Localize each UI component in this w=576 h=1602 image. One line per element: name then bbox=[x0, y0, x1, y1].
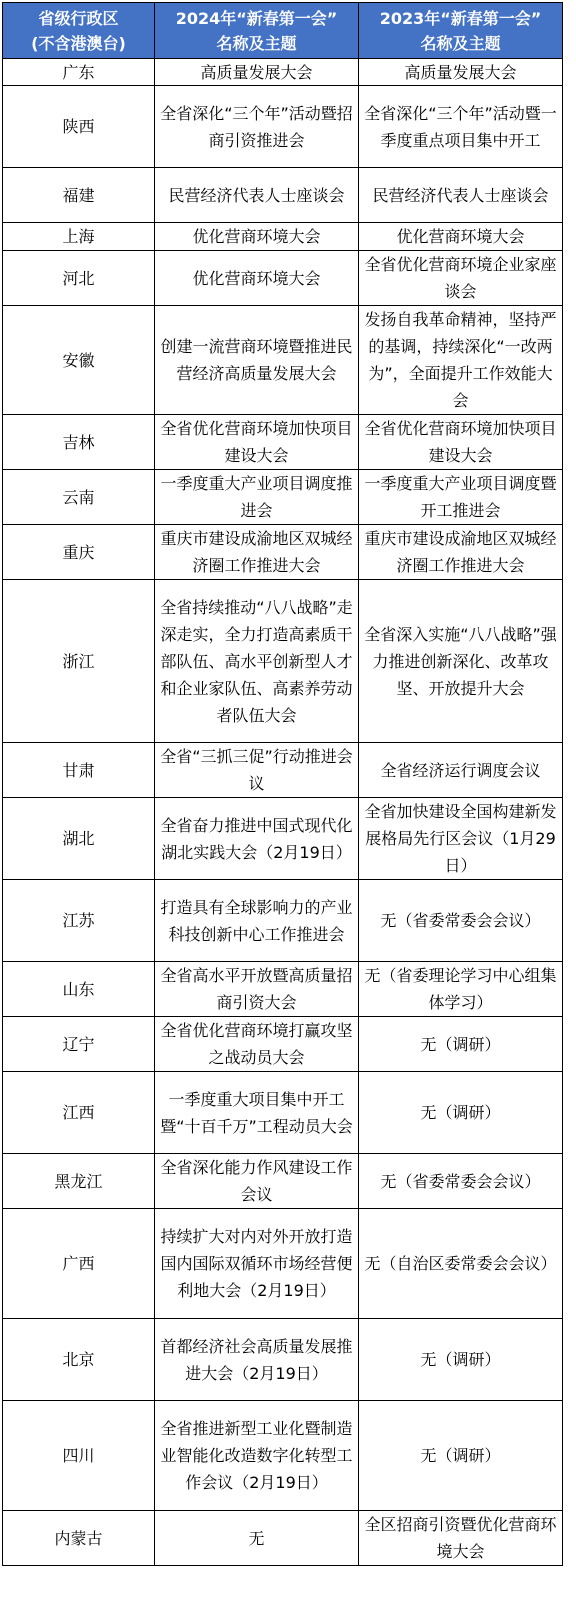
table-row bbox=[3, 525, 563, 580]
meeting-2024-cell: 一季度重大项目集中开工暨“十百千万”工程动员大会 bbox=[155, 1072, 359, 1154]
meeting-2023-cell: 全省深化“三个年”活动暨一季度重点项目集中开工 bbox=[359, 86, 563, 168]
province-cell: 甘肃 bbox=[3, 743, 155, 798]
meeting-2023-cell: 全区招商引资暨优化营商环境大会 bbox=[359, 1511, 563, 1566]
meeting-2024-cell: 全省持续推动“八八战略”走深走实，全力打造高素质干部队伍、高水平创新型人才和企业家队伍、高素养劳动者队伍大会 bbox=[155, 580, 359, 743]
province-cell: 安徽 bbox=[3, 306, 155, 415]
province-cell: 内蒙古 bbox=[3, 1511, 155, 1566]
meeting-2024-cell: 全省奋力推进中国式现代化湖北实践大会（2月19日） bbox=[155, 798, 359, 880]
meeting-2024-cell: 重庆市建设成渝地区双城经济圈工作推进大会 bbox=[155, 525, 359, 580]
table-row bbox=[3, 223, 563, 251]
province-cell: 福建 bbox=[3, 168, 155, 223]
table-row bbox=[3, 743, 563, 798]
table-row bbox=[3, 168, 563, 223]
province-cell: 陕西 bbox=[3, 86, 155, 168]
meeting-2024-cell: 打造具有全球影响力的产业科技创新中心工作推进会 bbox=[155, 880, 359, 962]
meeting-2024-cell: 全省优化营商环境加快项目建设大会 bbox=[155, 415, 359, 470]
table-row bbox=[3, 1154, 563, 1209]
header-2023-label: 2023年“新春第一会” 名称及主题 bbox=[379, 8, 542, 53]
meeting-2023-cell: 无（调研） bbox=[359, 1401, 563, 1511]
meeting-2023-cell: 全省优化营商环境加快项目建设大会 bbox=[359, 415, 563, 470]
meeting-2023-cell: 全省经济运行调度会议 bbox=[359, 743, 563, 798]
table-row bbox=[3, 1072, 563, 1154]
table-row bbox=[3, 306, 563, 415]
table-row bbox=[3, 59, 563, 86]
meeting-2024-cell: 全省“三抓三促”行动推进会议 bbox=[155, 743, 359, 798]
meeting-2024-cell: 全省推进新型工业化暨制造业智能化改造数字化转型工作会议（2月19日） bbox=[155, 1401, 359, 1511]
meeting-2024-cell: 优化营商环境大会 bbox=[155, 223, 359, 251]
province-cell: 四川 bbox=[3, 1401, 155, 1511]
province-cell: 重庆 bbox=[3, 525, 155, 580]
header-province-label: 省级行政区 (不含港澳台) bbox=[31, 8, 126, 53]
province-cell: 江苏 bbox=[3, 880, 155, 962]
province-cell: 吉林 bbox=[3, 415, 155, 470]
header-province bbox=[3, 3, 155, 59]
meeting-2024-cell: 一季度重大产业项目调度推进会 bbox=[155, 470, 359, 525]
meeting-2024-cell: 全省深化“三个年”活动暨招商引资推进会 bbox=[155, 86, 359, 168]
meeting-2023-cell: 民营经济代表人士座谈会 bbox=[359, 168, 563, 223]
province-cell: 辽宁 bbox=[3, 1017, 155, 1072]
meeting-2024-cell: 全省高水平开放暨高质量招商引资大会 bbox=[155, 962, 359, 1017]
meeting-2024-cell: 无 bbox=[155, 1511, 359, 1566]
province-cell: 江西 bbox=[3, 1072, 155, 1154]
province-cell: 湖北 bbox=[3, 798, 155, 880]
table-row bbox=[3, 580, 563, 743]
header-2024 bbox=[155, 3, 359, 59]
meeting-2024-cell: 全省深化能力作风建设工作会议 bbox=[155, 1154, 359, 1209]
province-cell: 广东 bbox=[3, 59, 155, 86]
meeting-2024-cell: 高质量发展大会 bbox=[155, 59, 359, 86]
table-row bbox=[3, 798, 563, 880]
meeting-2024-cell: 民营经济代表人士座谈会 bbox=[155, 168, 359, 223]
meeting-2023-cell: 无（自治区委常委会会议） bbox=[359, 1209, 563, 1319]
meeting-2024-cell: 首都经济社会高质量发展推进大会（2月19日） bbox=[155, 1319, 359, 1401]
meeting-2024-cell: 创建一流营商环境暨推进民营经济高质量发展大会 bbox=[155, 306, 359, 415]
meeting-2023-cell: 全省加快建设全国构建新发展格局先行区会议（1月29日） bbox=[359, 798, 563, 880]
meeting-2023-cell: 高质量发展大会 bbox=[359, 59, 563, 86]
comparison-table bbox=[2, 2, 563, 1566]
table-row bbox=[3, 1511, 563, 1566]
table-header-row bbox=[3, 3, 563, 59]
province-cell: 山东 bbox=[3, 962, 155, 1017]
table-row bbox=[3, 962, 563, 1017]
header-2024-label: 2024年“新春第一会” 名称及主题 bbox=[175, 8, 338, 53]
province-cell: 北京 bbox=[3, 1319, 155, 1401]
table-row bbox=[3, 251, 563, 306]
table-row bbox=[3, 1017, 563, 1072]
table-row bbox=[3, 1401, 563, 1511]
meeting-2023-cell: 重庆市建设成渝地区双城经济圈工作推进大会 bbox=[359, 525, 563, 580]
meeting-2023-cell: 全省优化营商环境企业家座谈会 bbox=[359, 251, 563, 306]
table-row bbox=[3, 470, 563, 525]
meeting-2023-cell: 优化营商环境大会 bbox=[359, 223, 563, 251]
meeting-2023-cell: 无（省委理论学习中心组集体学习） bbox=[359, 962, 563, 1017]
meeting-2023-cell: 一季度重大产业项目调度暨开工推进会 bbox=[359, 470, 563, 525]
province-cell: 浙江 bbox=[3, 580, 155, 743]
meeting-2023-cell: 无（省委常委会会议） bbox=[359, 880, 563, 962]
meeting-2024-cell: 优化营商环境大会 bbox=[155, 251, 359, 306]
meeting-2023-cell: 全省深入实施“八八战略”强力推进创新深化、改革攻坚、开放提升大会 bbox=[359, 580, 563, 743]
header-2023 bbox=[359, 3, 563, 59]
meeting-2024-cell: 全省优化营商环境打赢攻坚之战动员大会 bbox=[155, 1017, 359, 1072]
table-row bbox=[3, 415, 563, 470]
table-row bbox=[3, 1209, 563, 1319]
province-cell: 云南 bbox=[3, 470, 155, 525]
table-row bbox=[3, 1319, 563, 1401]
meeting-2023-cell: 无（调研） bbox=[359, 1319, 563, 1401]
meeting-2023-cell: 发扬自我革命精神，坚持严的基调，持续深化“一改两为”，全面提升工作效能大会 bbox=[359, 306, 563, 415]
meeting-2023-cell: 无（省委常委会会议） bbox=[359, 1154, 563, 1209]
province-cell: 黑龙江 bbox=[3, 1154, 155, 1209]
meeting-2023-cell: 无（调研） bbox=[359, 1017, 563, 1072]
province-cell: 上海 bbox=[3, 223, 155, 251]
table-row bbox=[3, 86, 563, 168]
meeting-2023-cell: 无（调研） bbox=[359, 1072, 563, 1154]
table-row bbox=[3, 880, 563, 962]
province-cell: 广西 bbox=[3, 1209, 155, 1319]
meeting-2024-cell: 持续扩大对内对外开放打造国内国际双循环市场经营便利地大会（2月19日） bbox=[155, 1209, 359, 1319]
province-cell: 河北 bbox=[3, 251, 155, 306]
